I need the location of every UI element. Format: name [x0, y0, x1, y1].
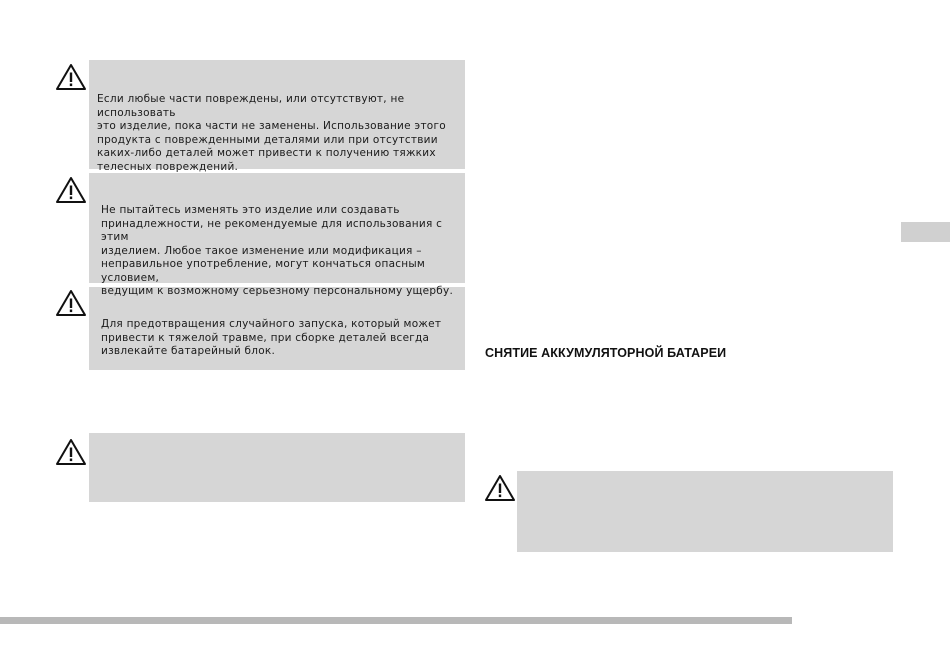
warning-box-4 [89, 433, 465, 502]
warning-triangle-icon [55, 438, 87, 466]
section-heading: СНЯТИЕ АККУМУЛЯТОРНОЙ БАТАРЕИ [485, 346, 727, 360]
warning-triangle-icon [55, 289, 87, 317]
footer-rule [0, 617, 792, 624]
warning-triangle-icon [55, 63, 87, 91]
warning-triangle-icon [55, 176, 87, 204]
warning-text-1: Если любые части повреждены, или отсутствуют, не использовать это изделие, пока части не заменены. Использование этого продукта с поврежденными деталями или при отсутствии каких-либо деталей может привести к получению тяжких телесных повреждений. [97, 93, 446, 173]
warning-triangle-icon [484, 474, 516, 502]
side-tab-marker [901, 222, 950, 242]
warning-box-5 [517, 471, 893, 552]
warning-text-2: Не пытайтесь изменять это изделие или создавать принадлежности, не рекомендуемые для использования с этим изделием. Любое такое изменение или модификация – неправильное употребление, могут кончаться опасным условием, ведущим к возможному серьезному персональному ущербу. [101, 204, 454, 297]
warning-text-3: Для предотвращения случайного запуска, который может привести к тяжелой травме, при сборке деталей всегда извлекайте батарейный блок. [101, 318, 442, 357]
